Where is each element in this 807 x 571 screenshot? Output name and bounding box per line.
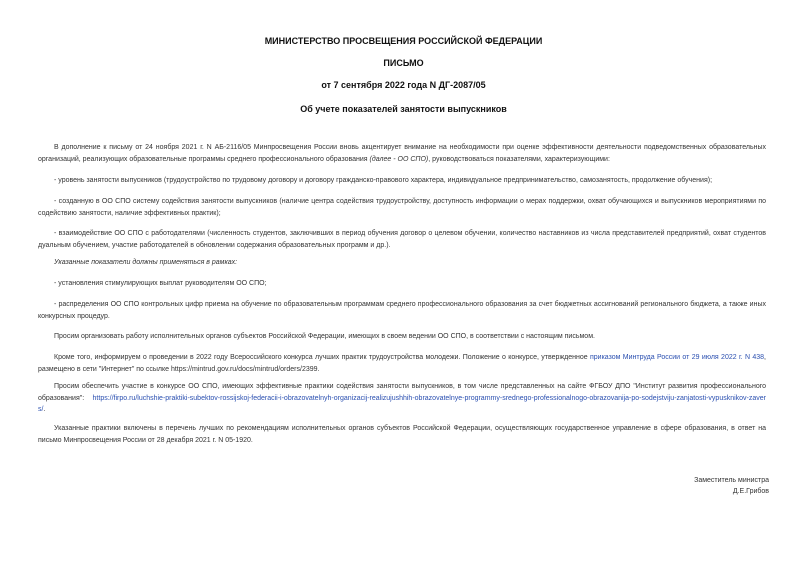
paragraph-incentive-payments: - установления стимулирующих выплат руководителям ОО СПО; <box>54 280 267 287</box>
paragraph-contest-info <box>38 352 766 375</box>
paragraph-support-system: - созданную в ОО СПО систему содействия занятости выпускников (наличие центра содействия трудоустройству, доступность информации о мерах поддержки, охват обучающихся и выпускников мероприятиями по содействию занятости, наличие эффективных практик); <box>38 198 766 217</box>
signatory-position: Заместитель министра <box>694 477 769 484</box>
paragraph-contest-participation <box>38 381 766 416</box>
paragraph-admission-quotas: - распределения ОО СПО контрольных цифр приема на обучение по образовательным программам среднего профессионального образования за счет бюджетных ассигнований регионального бюджета, а также иных конкурсных процедур. <box>38 301 766 320</box>
intro-text-a: В дополнение к письму от 24 ноября 2021 г. N АБ-2116/05 Минпросвещения России вновь акцентирует внимание на необходимости при оценке эффективности деятельности подведомственных образовательных организаций, реализующих образовательные программы среднего профессионального образования <box>38 144 766 163</box>
doc-date-number: от 7 сентября 2022 года N ДГ-2087/05 <box>321 80 486 90</box>
paragraph-employer-interaction: - взаимодействие ОО СПО с работодателями (численность студентов, заключивших в период обучения договор о целевом обучении, количество наставников из числа представителей предприятий, охват студентов дуальным обучением, участие работодателей в обновлении содержания образовательных программ и др.). <box>38 230 766 249</box>
paragraph-application-scope: Указанные показатели должны применяться в рамках: <box>54 259 238 266</box>
contest-text-a: Кроме того, информируем о проведении в 2022 году Всероссийского конкурса лучших практик трудоустройства молодежи. Положение о конкурсе, утвержденное <box>54 354 590 361</box>
participation-text-a: Просим обеспечить участие в конкурсе ОО СПО, имеющих эффективные практики содействия занятости выпускников, в том числе представленных на сайте ФГБОУ ДПО "Институт развития профессионального образования": <box>38 383 766 402</box>
firpo-link[interactable]: https://firpo.ru/luchshie-praktiki-subektov-rossijskoj-federacii-i-obrazovatelnyh-organizacij-realizujushhih-obrazovatelnye-programmy-srednego-professionalnogo-obrazovanija-po-sodejstviju-zanjatosti-vypusknikov-zavers/ <box>38 394 766 413</box>
intro-abbrev: (далее - ОО СПО) <box>369 155 429 163</box>
order-link[interactable]: приказом Минтруда России от 29 июля 2022 г. N 438 <box>589 354 765 361</box>
paragraph-employment-level: - уровень занятости выпускников (трудоустройство по трудовому договору и договору гражданско-правового характера, индивидуальное предпринимательство, самозанятость, продолжение обучения); <box>54 177 713 184</box>
participation-text-b: . <box>43 406 46 413</box>
doc-type: ПИСЬМО <box>383 58 424 68</box>
doc-subject: Об учете показателей занятости выпускников <box>300 104 507 114</box>
paragraph-intro <box>38 142 766 165</box>
contest-text-b: , размещено в сети "Интернет" по ссылке https://mintrud.gov.ru/docs/mintrud/orders/2399. <box>38 354 766 373</box>
paragraph-organize-work: Просим организовать работу исполнительных органов субъектов Российской Федерации, имеющих в своем ведении ОО СПО, в соответствии с настоящим письмом. <box>54 333 595 340</box>
ministry-title: МИНИСТЕРСТВО ПРОСВЕЩЕНИЯ РОССИЙСКОЙ ФЕДЕРАЦИИ <box>264 36 543 46</box>
signatory-name: Д.Е.Грибов <box>732 488 769 495</box>
intro-text-b: , руководствоваться показателями, характеризующими: <box>428 155 610 163</box>
signature-block <box>694 475 769 497</box>
paragraph-best-practices: Указанные практики включены в перечень лучших по рекомендациям исполнительных органов субъектов Российской Федерации, осуществляющих государственное управление в сфере образования, в ответ на письмо Минпросвещения России от 28 декабря 2021 г. N 05-1920. <box>38 425 766 444</box>
